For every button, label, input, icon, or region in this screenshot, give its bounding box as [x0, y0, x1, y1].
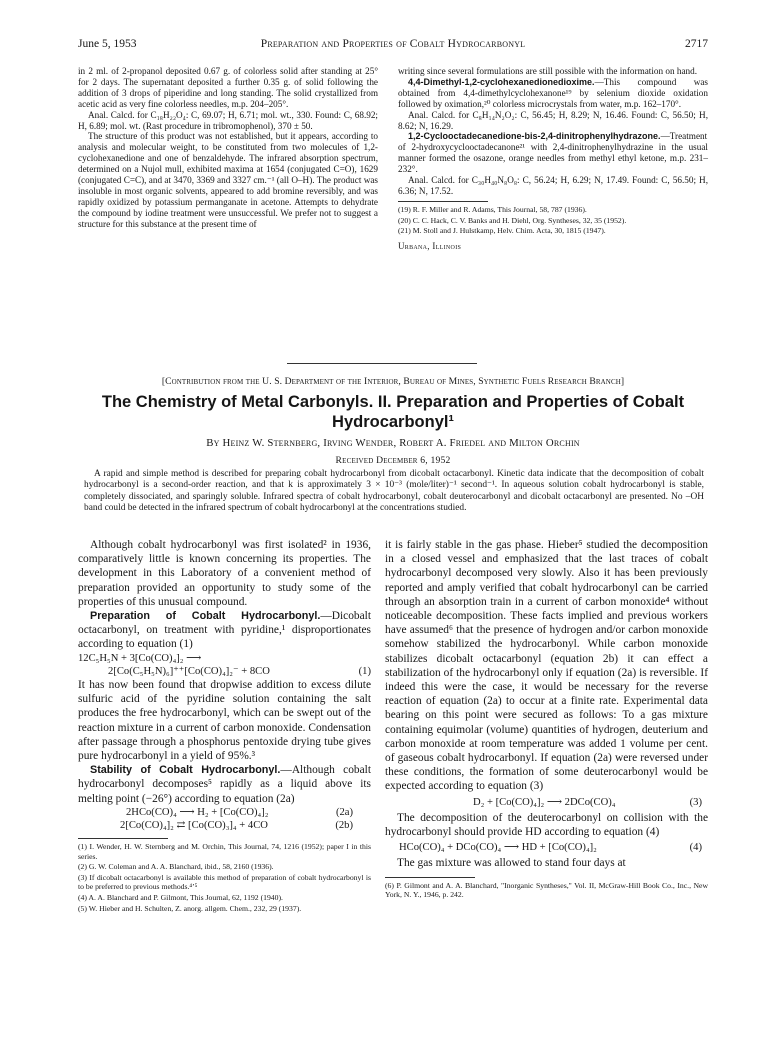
- footnote: (21) M. Stoll and J. Hulstkamp, Helv. Chim. Acta, 30, 1815 (1947).: [398, 226, 606, 236]
- footnote: (19) R. F. Miller and R. Adams, This Journal, 58, 787 (1936).: [398, 204, 587, 214]
- author-location: Urbana, Illinois: [398, 240, 462, 251]
- footnote: (3) If dicobalt octacarbonyl is available this method of preparation of cobalt hydrocarbonyl is to be preferred to previous methods.⁴ʼ⁵: [78, 873, 371, 892]
- paragraph: it is fairly stable in the gas phase. Hieber⁵ studied the decomposition in a closed vessel and emphasized that the last traces of cobalt hydrocarbonyl decomposed very slowly. Also it has been previously reported and amply verified that cobalt hydrocarbonyl can be carried through an absorption train in a current of carbon monoxide⁴ without noticeable decomposition. These facts implied and previous workers have assumed⁶ that the presence of hydrogen and/or carbon monoxide somehow stabilized the hydrocarbonyl. While carbon monoxide stabilizes dicobalt octacarbonyl (equation 2b) it can effect a stabilization of the hydrocarbonyl only if equation (2a) is reversible. If indeed this were the case, it would be necessary for the reverse reaction of equation (2a) to occur at a finite rate. Experimental data bearing on this point were secured as follows: To a gas mixture containing equimolar (volume) quantities of hydrogen, deuterium and carbon monoxide at room temperature was added 1 volume per cent. of gaseous cobalt hydrocarbonyl. If equation (2a) were reversed under these conditions, the formation of some deuterocarbonyl would be expected according to equation (3): [385, 539, 708, 793]
- section-heading: 1,2-Cyclooctadecanedione-bis-2,4-dinitrophenylhydrazone.: [408, 131, 661, 142]
- page-header: [78, 38, 708, 54]
- paragraph: writing since several formulations are still possible with the information on hand.: [398, 66, 698, 76]
- equation-number: (4): [689, 842, 702, 854]
- footnote: (6) P. Gilmont and A. A. Blanchard, "Inorganic Syntheses," Vol. II, McGraw-Hill Book Co., Inc., New York, N. Y., 1946, p. 242.: [385, 880, 708, 899]
- paragraph: The gas mixture was allowed to stand four days at: [397, 857, 626, 870]
- equation-number: (1): [358, 665, 371, 677]
- equation-2a: 2HCo(CO)₄ ⟶ H₂ + [Co(CO)₄]₂ (2a): [126, 806, 353, 818]
- running-title: Preparation and Properties of Cobalt Hydrocarbonyl: [260, 38, 526, 50]
- footnote-rule: [398, 201, 488, 202]
- paragraph: The decomposition of the deuterocarbonyl on collision with the hydrocarbonyl should provide HD according to equation (4): [385, 811, 708, 839]
- preparation-paragraph: Preparation of Cobalt Hydrocarbonyl.—Dicobalt octacarbonyl, on treatment with pyridine,¹ disproportionates according to equation (1): [78, 610, 371, 651]
- footnote: (5) W. Hieber and H. Schulten, Z. anorg. allgem. Chem., 232, 29 (1937).: [78, 904, 302, 914]
- equation-1-line-2: 2[Co(C₅H₅N)₆]⁺⁺[Co(CO)₄]₂⁻ + 8CO (1): [108, 665, 371, 677]
- page-number: 2717: [685, 38, 708, 50]
- section-heading: Stability of Cobalt Hydrocarbonyl.: [90, 764, 281, 777]
- equation-number: (2b): [335, 820, 353, 832]
- paragraph: The structure of this product was not established, but it appears, according to analysis and molecular weight, to be constituted from two molecules of 1,2-cyclohexanedione and one of benzaldehyde. The infrared absorption spectrum, determined on a Nujol mull, exhibited maxima at 1654 (conjugated C=O), 1629 (conjugated C=C), and at 3470, 3369 and 3327 cm.⁻¹ (all O–H). The product was insoluble in most organic solvents, appeared to add bromine reversibly, and was rapidly oxidized by potassium permanganate in acetone. Attempts to dehydrate the compound by iodine treatment were unsuccessful. We prefer not to suggest a structure for this substance at the present time of: [78, 131, 378, 229]
- footnote: (2) G. W. Coleman and A. A. Blanchard, ibid., 58, 2160 (1936).: [78, 862, 274, 872]
- body-left-column: [78, 538, 371, 915]
- author-line: By Heinz W. Sternberg, Irving Wender, Robert A. Friedel and Milton Orchin: [206, 437, 580, 449]
- abstract: A rapid and simple method is described for preparing cobalt hydrocarbonyl from dicobalt octacarbonyl. Kinetic data indicate that the decomposition of cobalt hydrocarbonyl is a second-order reaction, and that k is approximately 3 × 10⁻³ (mole/liter)⁻¹ second⁻¹. In aqueous solution cobalt hydrocarbonyl is stable, completely dissociated, and sparingly soluble. Infrared spectra of cobalt hydrocarbonyl, cobalt deuterocarbonyl and dicobalt octacarbonyl are presented. No –OH band could be detected in the infrared spectrum of cobalt hydrocarbonyl at the concentrations studied.: [84, 469, 704, 513]
- equation-1-line-1: 12C₅H₅N + 3[Co(CO)₄]₂ ⟶: [78, 652, 202, 664]
- stability-paragraph: Stability of Cobalt Hydrocarbonyl.—Although cobalt hydrocarbonyl decomposes⁵ rapidly as a liquid above its melting point (−26°) according to equation (2a): [78, 764, 372, 805]
- footnote: (20) C. C. Hack, C. V. Banks and H. Diehl, Org. Syntheses, 32, 35 (1952).: [398, 215, 627, 225]
- previous-article-right-column: [398, 66, 708, 252]
- body-right-column: [385, 538, 708, 901]
- section-heading: Preparation of Cobalt Hydrocarbonyl.: [90, 610, 321, 623]
- analysis-paragraph: Anal. Calcd. for C₈H₁₄N₂O₂: C, 56.45; H, 8.29; N, 16.46. Found: C, 56.50; H, 8.62; N, 16.29.: [398, 109, 708, 131]
- paragraph: in 2 ml. of 2-propanol deposited 0.67 g. of colorless solid after standing at 25° for 2 days. The supernatant deposited a further 0.35 g. of solid following the addition of 3 drops of piperidine and long standing. The solid crystallized from acetic acid as very fine colorless needles, m.p. 204–205°.: [78, 66, 378, 109]
- contribution-line: [Contribution from the U. S. Department of the Interior, Bureau of Mines, Synthetic Fuels Research Branch]: [161, 376, 625, 387]
- footnote-rule: [78, 838, 168, 839]
- equation-number: (2a): [335, 806, 353, 818]
- footnote: (1) I. Wender, H. W. Sternberg and M. Orchin, This Journal, 74, 1216 (1952); paper I in this series.: [78, 842, 371, 861]
- section-heading: 4,4-Dimethyl-1,2-cyclohexanedionedioxime.: [408, 76, 595, 87]
- footnote-rule: [385, 877, 475, 878]
- article-separator: [287, 363, 477, 364]
- analysis-paragraph: Anal. Calcd. for C₃₀H₄₀N₈O₈: C, 56.24; H, 6.29; N, 17.49. Found: C, 56.50; H, 6.36; N, 17.52.: [398, 175, 708, 196]
- previous-article-left-column: [78, 66, 378, 230]
- equation-4: HCo(CO)₄ + DCo(CO)₄ ⟶ HD + [Co(CO)₄]₂ (4): [399, 842, 702, 854]
- paragraph: It has now been found that dropwise addition to excess dilute sulfuric acid of the pyridine solution containing the salt produces the free hydrocarbonyl, which can be swept out of the reaction mixture in a current of carbon monoxide. Condensation after passage through a phosphorus pentoxide drying tube gives pure hydrocarbonyl in a yield of 95%.³: [78, 679, 371, 763]
- intro-paragraph: Although cobalt hydrocarbonyl was first isolated² in 1936, comparatively little is known concerning its properties. The development in this Laboratory of a convenient method of preparation provided an opportunity to study some of the properties of this unusual compound.: [78, 539, 371, 608]
- footnote: (4) A. A. Blanchard and P. Gilmont, This Journal, 62, 1192 (1940).: [78, 893, 283, 903]
- article-title: The Chemistry of Metal Carbonyls. II. Preparation and Properties of Cobalt Hydrocarbonyl¹: [101, 393, 685, 431]
- paragraph: 1,2-Cyclooctadecanedione-bis-2,4-dinitrophenylhydrazone.—Treatment of 2-hydroxycyclooctadecanone²¹ with 2,4-dinitrophenylhydrazine in the usual manner formed the osazone, orange needles from methyl ethyl ketone, m.p. 231–232°.: [398, 131, 708, 175]
- issue-date: June 5, 1953: [78, 38, 137, 50]
- paragraph: 4,4-Dimethyl-1,2-cyclohexanedionedioxime.—This compound was obtained from 4,4-dimethylcyclohexanone¹⁹ by selenium dioxide oxidation followed by oximation,²⁰ colorless microcrystals from water, m.p. 162–170°.: [398, 76, 708, 109]
- equation-3: D₂ + [Co(CO)₄]₂ ⟶ 2DCo(CO)₄ (3): [473, 796, 702, 808]
- equation-number: (3): [689, 796, 702, 808]
- analysis-paragraph: Anal. Calcd. for C₁₈H₂₂O₄: C, 69.07; H, 6.71; mol. wt., 330. Found: C, 68.92; H, 6.89; mol. wt. (Rast procedure in tribromophenol), 370 ± 50.: [78, 109, 378, 131]
- received-date: Received December 6, 1952: [335, 455, 451, 466]
- equation-2b: 2[Co(CO)₄]₂ ⇄ [Co(CO)₃]₄ + 4CO (2b): [120, 820, 353, 832]
